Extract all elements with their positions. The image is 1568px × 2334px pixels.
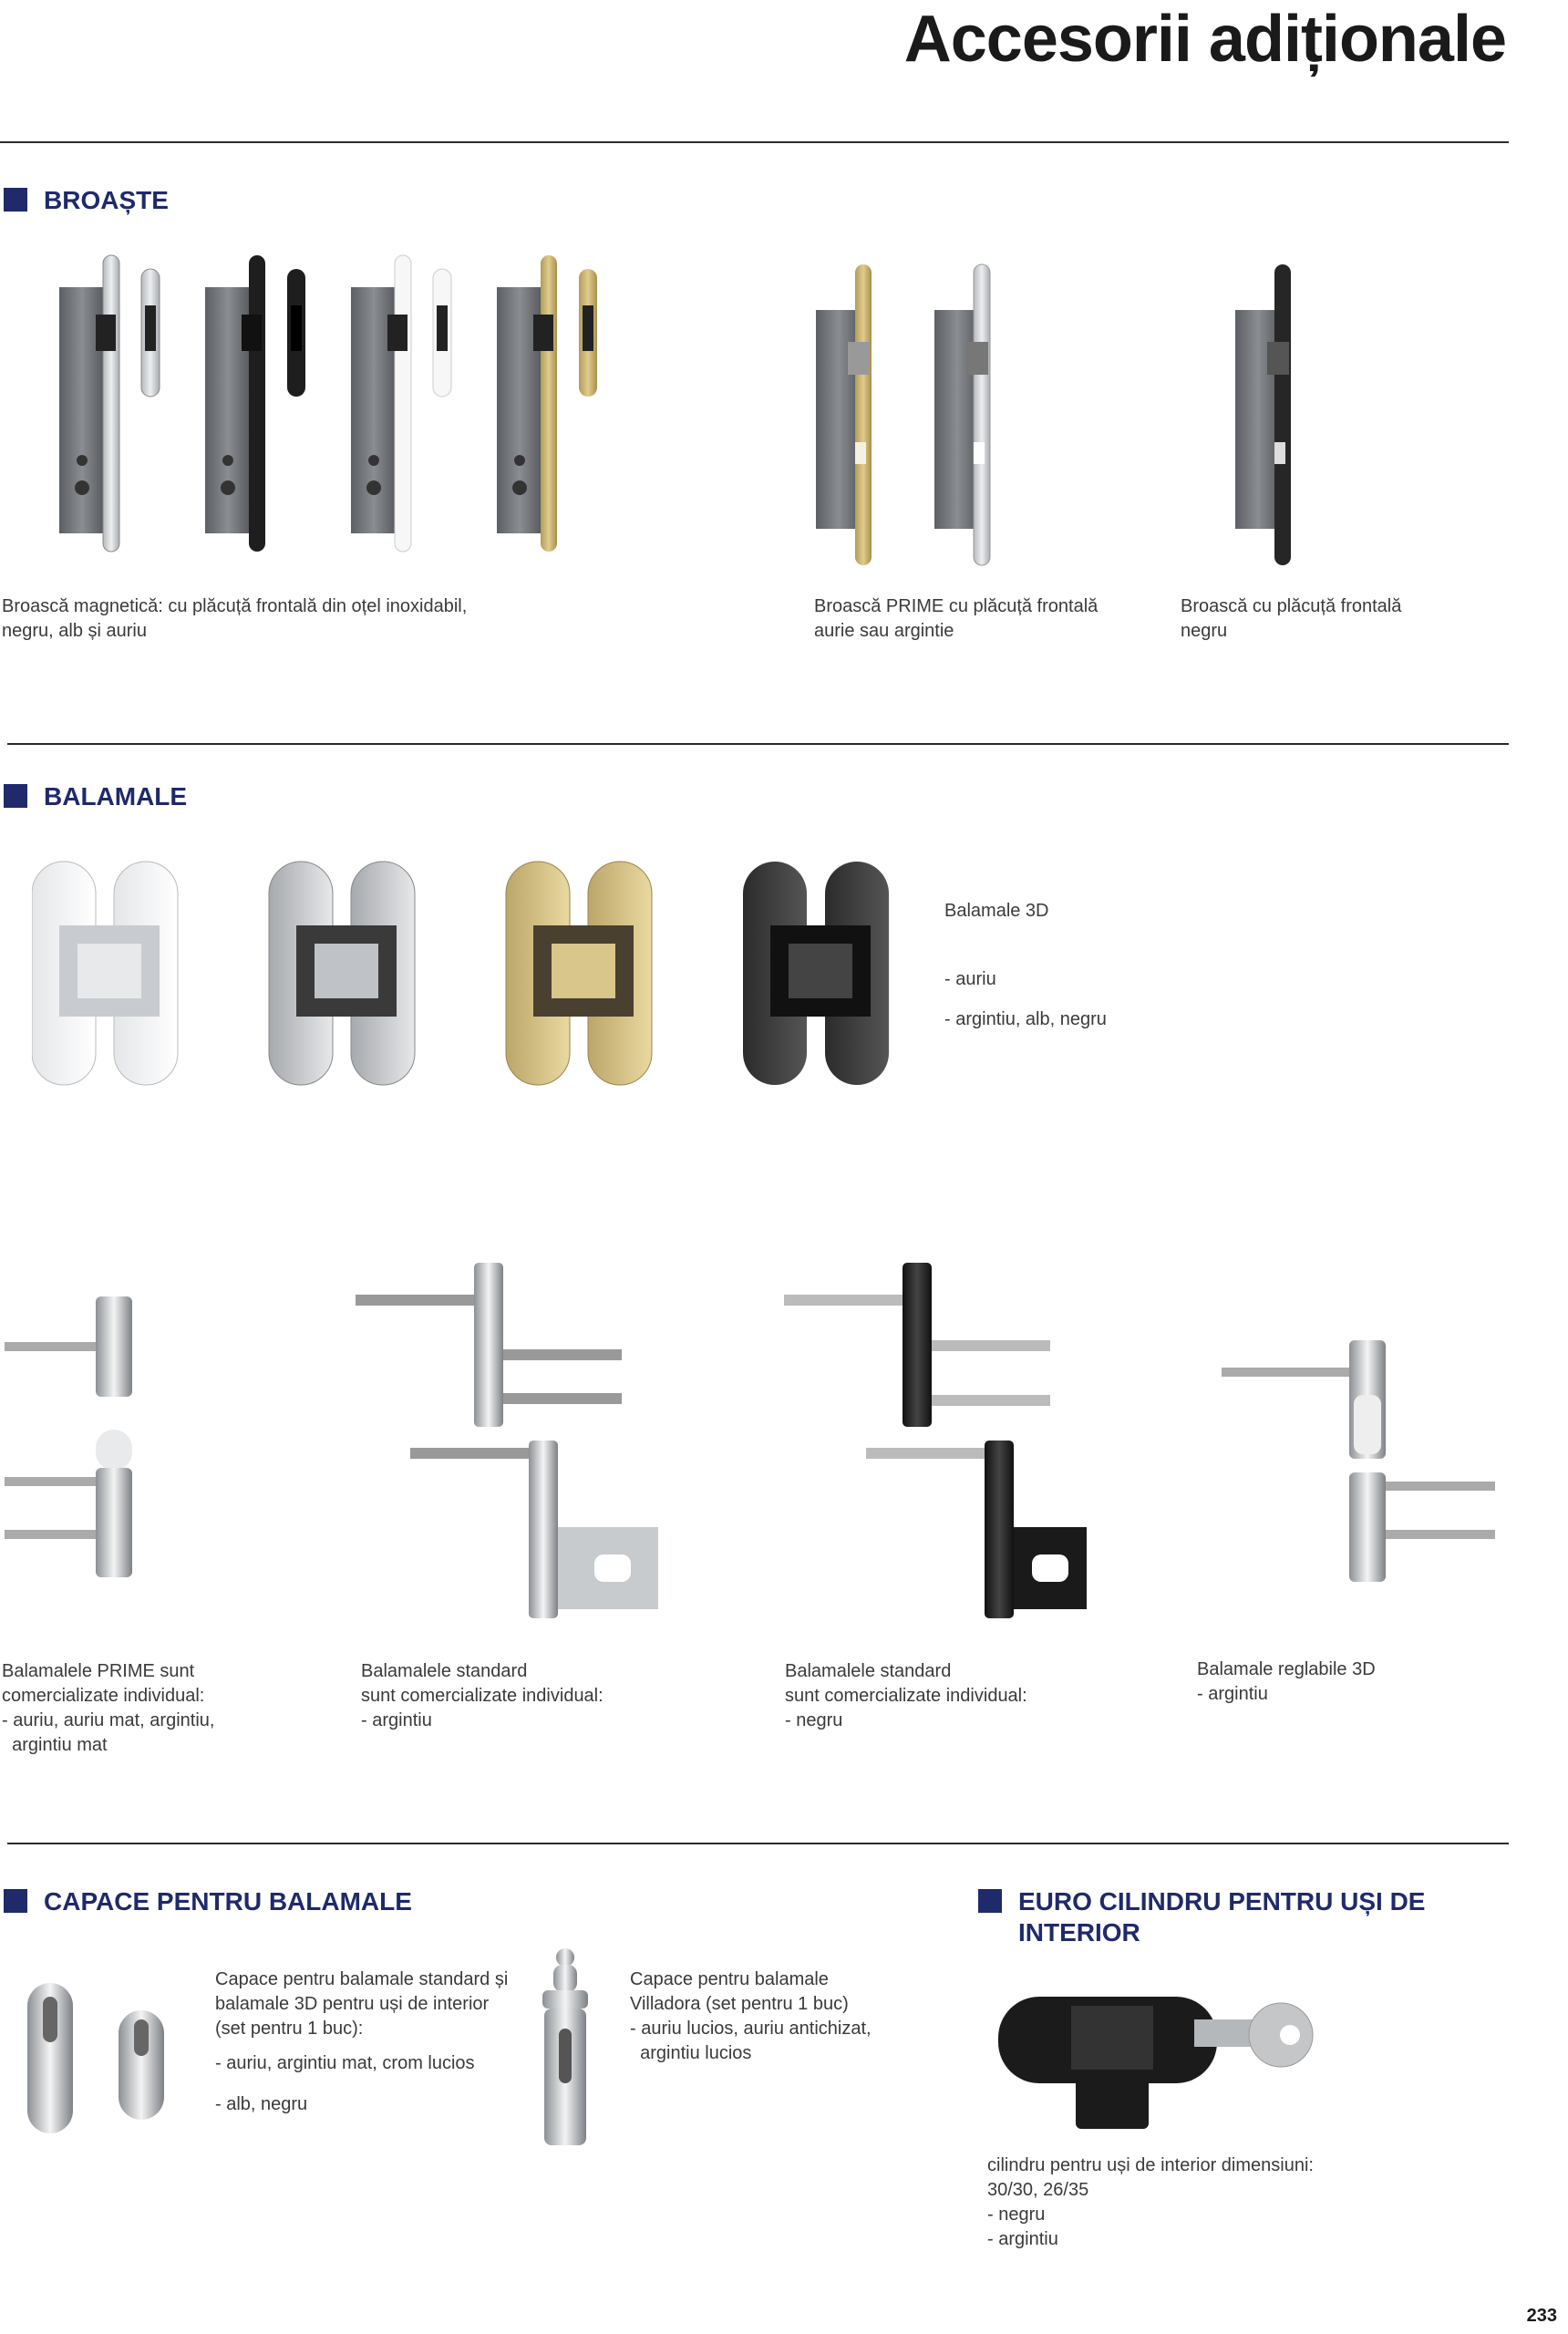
caption-line: (set pentru 1 buc): bbox=[215, 2019, 364, 2039]
caption-line: sunt comercializate individual: bbox=[785, 1686, 1027, 1706]
caption-line: argintiu lucios bbox=[630, 2043, 752, 2063]
page-number: 233 bbox=[1526, 2306, 1557, 2326]
caption-line: - auriu, auriu mat, argintiu, bbox=[2, 1710, 215, 1730]
section-marker bbox=[978, 1889, 1002, 1913]
section-title-balamale: BALAMALE bbox=[44, 782, 188, 811]
caption-prime-hinge bbox=[2, 1659, 294, 1758]
caption-line: Balamalele standard bbox=[785, 1661, 952, 1681]
caption-line: Balamalele PRIME sunt bbox=[2, 1661, 195, 1681]
caption-line: aurie sau argintie bbox=[814, 621, 954, 641]
section-marker bbox=[4, 188, 27, 212]
caption-line: comercializate individual: bbox=[2, 1686, 205, 1706]
caption-line: - argintiu bbox=[987, 2229, 1058, 2249]
caption-prime-lock bbox=[814, 594, 1115, 644]
standard-hinge-images bbox=[0, 1258, 1495, 1632]
section-title-capace: CAPACE PENTRU BALAMALE bbox=[44, 1887, 412, 1916]
section-divider bbox=[7, 1843, 1509, 1844]
caption-euro-cylinder bbox=[987, 2153, 1352, 2252]
page-title: Accesorii adiționale bbox=[903, 3, 1506, 76]
caption-line: Villadora (set pentru 1 buc) bbox=[630, 1994, 849, 2014]
magnetic-lock-images bbox=[50, 251, 615, 570]
caption-standard-hinge-silver bbox=[361, 1659, 662, 1733]
section-header-balamale bbox=[4, 781, 187, 812]
black-plate-lock-image bbox=[1231, 260, 1322, 570]
hinge-3d-title: Balamale 3D bbox=[944, 901, 1049, 921]
caption-line: cilindru pentru uși de interior dimensiuni: bbox=[987, 2155, 1314, 2175]
caption-line: Capace pentru balamale bbox=[630, 1969, 829, 1989]
caption-line: - negru bbox=[785, 1710, 843, 1730]
euro-cylinder-image bbox=[994, 1969, 1322, 2143]
caption-line: balamale 3D pentru uși de interior bbox=[215, 1994, 490, 2014]
caption-line: - auriu, argintiu mat, crom lucios bbox=[215, 2053, 475, 2073]
section-header-broaste bbox=[4, 185, 169, 216]
caption-line: Balamale reglabile 3D bbox=[1197, 1659, 1376, 1679]
caption-villadora-caps bbox=[630, 1967, 922, 2066]
caption-line: - negru bbox=[987, 2205, 1046, 2225]
caption-line: - auriu lucios, auriu antichizat, bbox=[630, 2019, 872, 2039]
section-marker bbox=[4, 784, 27, 808]
caption-hinge-caps bbox=[215, 1967, 525, 2117]
caption-line: 30/30, 26/35 bbox=[987, 2180, 1089, 2200]
section-title-line: INTERIOR bbox=[1018, 1918, 1140, 1947]
caption-line: Broască cu plăcuță frontală bbox=[1181, 596, 1402, 616]
caption-magnetic-lock bbox=[2, 594, 549, 644]
caption-line: Capace pentru balamale standard și bbox=[215, 1969, 509, 1989]
section-marker bbox=[4, 1889, 27, 1913]
section-divider bbox=[7, 743, 1509, 745]
caption-standard-hinge-black bbox=[785, 1659, 1086, 1733]
hinge-3d-images bbox=[32, 857, 907, 1094]
caption-line: Broască magnetică: cu plăcuță frontală din oțel inoxidabil, bbox=[2, 596, 468, 616]
section-header-capace bbox=[4, 1886, 412, 1917]
caption-line: argintiu mat bbox=[2, 1735, 108, 1755]
section-title-broaste: BROAȘTE bbox=[44, 186, 169, 214]
section-title-euro bbox=[1018, 1886, 1425, 1948]
caption-line: negru, alb și auriu bbox=[2, 621, 147, 641]
prime-lock-images bbox=[811, 260, 1012, 570]
caption-line: - alb, negru bbox=[215, 2094, 308, 2114]
section-title-line: EURO CILINDRU PENTRU UȘI DE bbox=[1018, 1887, 1426, 1916]
caption-line: negru bbox=[1181, 621, 1228, 641]
caption-adjustable-hinge bbox=[1197, 1658, 1498, 1707]
section-header-euro bbox=[978, 1886, 1425, 1948]
caption-line: sunt comercializate individual: bbox=[361, 1686, 603, 1706]
caption-line: - argintiu bbox=[361, 1710, 432, 1730]
caption-black-lock bbox=[1181, 594, 1481, 644]
villadora-cap-image bbox=[533, 1947, 597, 2152]
caption-line: Balamalele standard bbox=[361, 1661, 528, 1681]
hinge-3d-color-line: - auriu bbox=[944, 969, 996, 989]
caption-line: Broască PRIME cu plăcuță frontală bbox=[814, 596, 1099, 616]
title-divider bbox=[0, 141, 1509, 143]
hinge-3d-info bbox=[944, 899, 1309, 1032]
caption-line: - argintiu bbox=[1197, 1684, 1268, 1704]
hinge-cap-images bbox=[23, 1978, 187, 2138]
hinge-3d-color-line: - argintiu, alb, negru bbox=[944, 1009, 1107, 1029]
